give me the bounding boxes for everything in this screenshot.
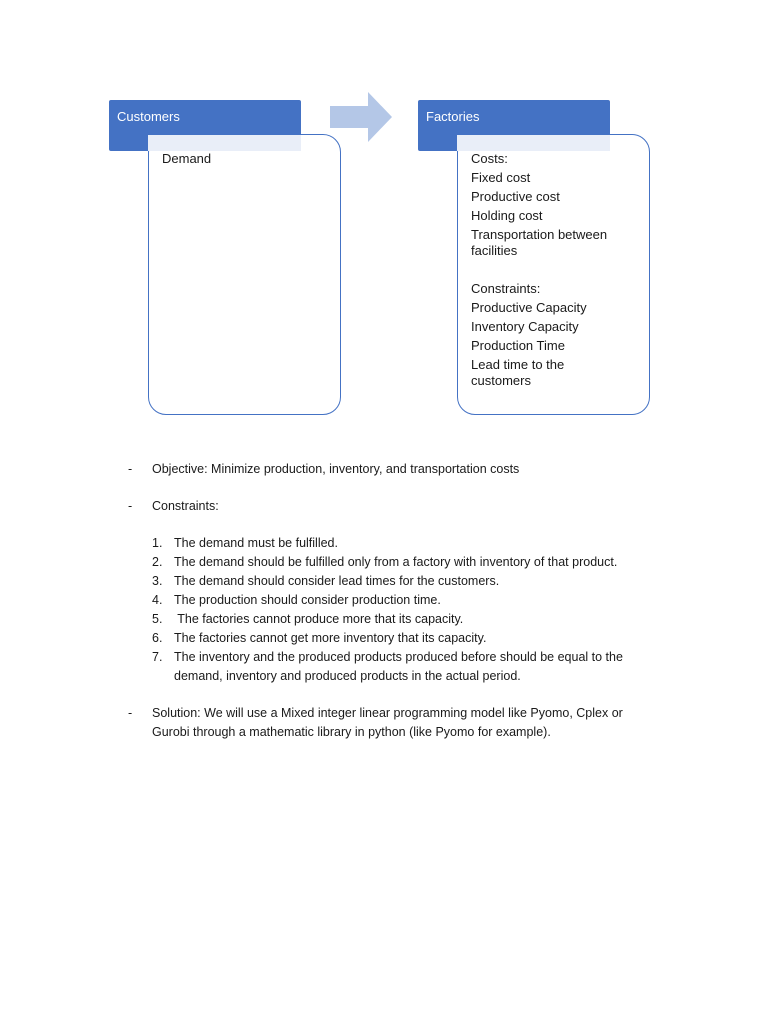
- objective-text: Objective: Minimize production, inventory, and transportation costs: [152, 462, 520, 476]
- list-item: [152, 610, 648, 629]
- list-number: 7.: [152, 650, 163, 664]
- list-number: 5.: [152, 612, 163, 626]
- list-number: 2.: [152, 555, 163, 569]
- list-text: The demand should be fulfilled only from a factory with inventory of that product.: [174, 555, 618, 569]
- list-text: The factories cannot get more inventory that its capacity.: [174, 631, 487, 645]
- list-item: [152, 572, 648, 591]
- list-text: The demand should consider lead times for the customers.: [174, 574, 500, 588]
- list-number: 3.: [152, 574, 163, 588]
- list-number: 6.: [152, 631, 163, 645]
- customers-title: Customers: [117, 109, 180, 124]
- list-text: The inventory and the produced products produced before should be equal to the demand, inventory and produced products in the actual period.: [174, 650, 623, 683]
- customers-item-demand: Demand: [162, 151, 212, 166]
- constraints-bullet: [128, 497, 648, 516]
- factories-costs-label: Costs:: [471, 151, 508, 166]
- factories-constraint-item: customers: [471, 373, 531, 388]
- customers-list: [162, 149, 211, 168]
- factories-constraint-item: Productive Capacity: [471, 300, 587, 315]
- solution-bullet: [128, 704, 648, 742]
- document-body: [128, 460, 648, 742]
- list-number: 4.: [152, 593, 163, 607]
- list-item: [152, 648, 648, 686]
- list-number: 1.: [152, 536, 163, 550]
- factories-header: [418, 100, 610, 151]
- constraints-label: Constraints:: [152, 499, 219, 513]
- factories-constraint-item: Lead time to the: [471, 357, 565, 372]
- list-item: [152, 534, 648, 553]
- bullet-dash: -: [128, 499, 133, 513]
- list-item: [152, 591, 648, 610]
- factories-cost-item: Productive cost: [471, 189, 560, 204]
- factories-cost-item: facilities: [471, 243, 518, 258]
- list-item: [152, 629, 648, 648]
- list-text: The demand must be fulfilled.: [174, 536, 338, 550]
- bullet-dash: -: [128, 462, 133, 476]
- factories-constraint-item: Production Time: [471, 338, 565, 353]
- customers-card: [148, 134, 341, 415]
- factories-constraint-item: Inventory Capacity: [471, 319, 579, 334]
- factories-cost-item: Holding cost: [471, 208, 543, 223]
- objective-bullet: [128, 460, 648, 479]
- factories-cost-item: Fixed cost: [471, 170, 531, 185]
- constraints-list: [128, 534, 648, 686]
- list-text: The factories cannot produce more that its capacity.: [174, 612, 464, 626]
- solution-text: Solution: We will use a Mixed integer linear programming model like Pyomo, Cplex or Gurobi through a mathematic library in python (like Pyomo for example).: [152, 706, 623, 739]
- factories-list: [471, 149, 607, 390]
- list-item: [152, 553, 648, 572]
- factories-constraints-label: Constraints:: [471, 281, 541, 296]
- right-arrow-icon: [330, 92, 394, 144]
- factories-title: Factories: [426, 109, 480, 124]
- list-text: The production should consider production time.: [174, 593, 441, 607]
- factories-cost-item: Transportation between: [471, 227, 608, 242]
- bullet-dash: -: [128, 706, 133, 720]
- customers-header: [109, 100, 301, 151]
